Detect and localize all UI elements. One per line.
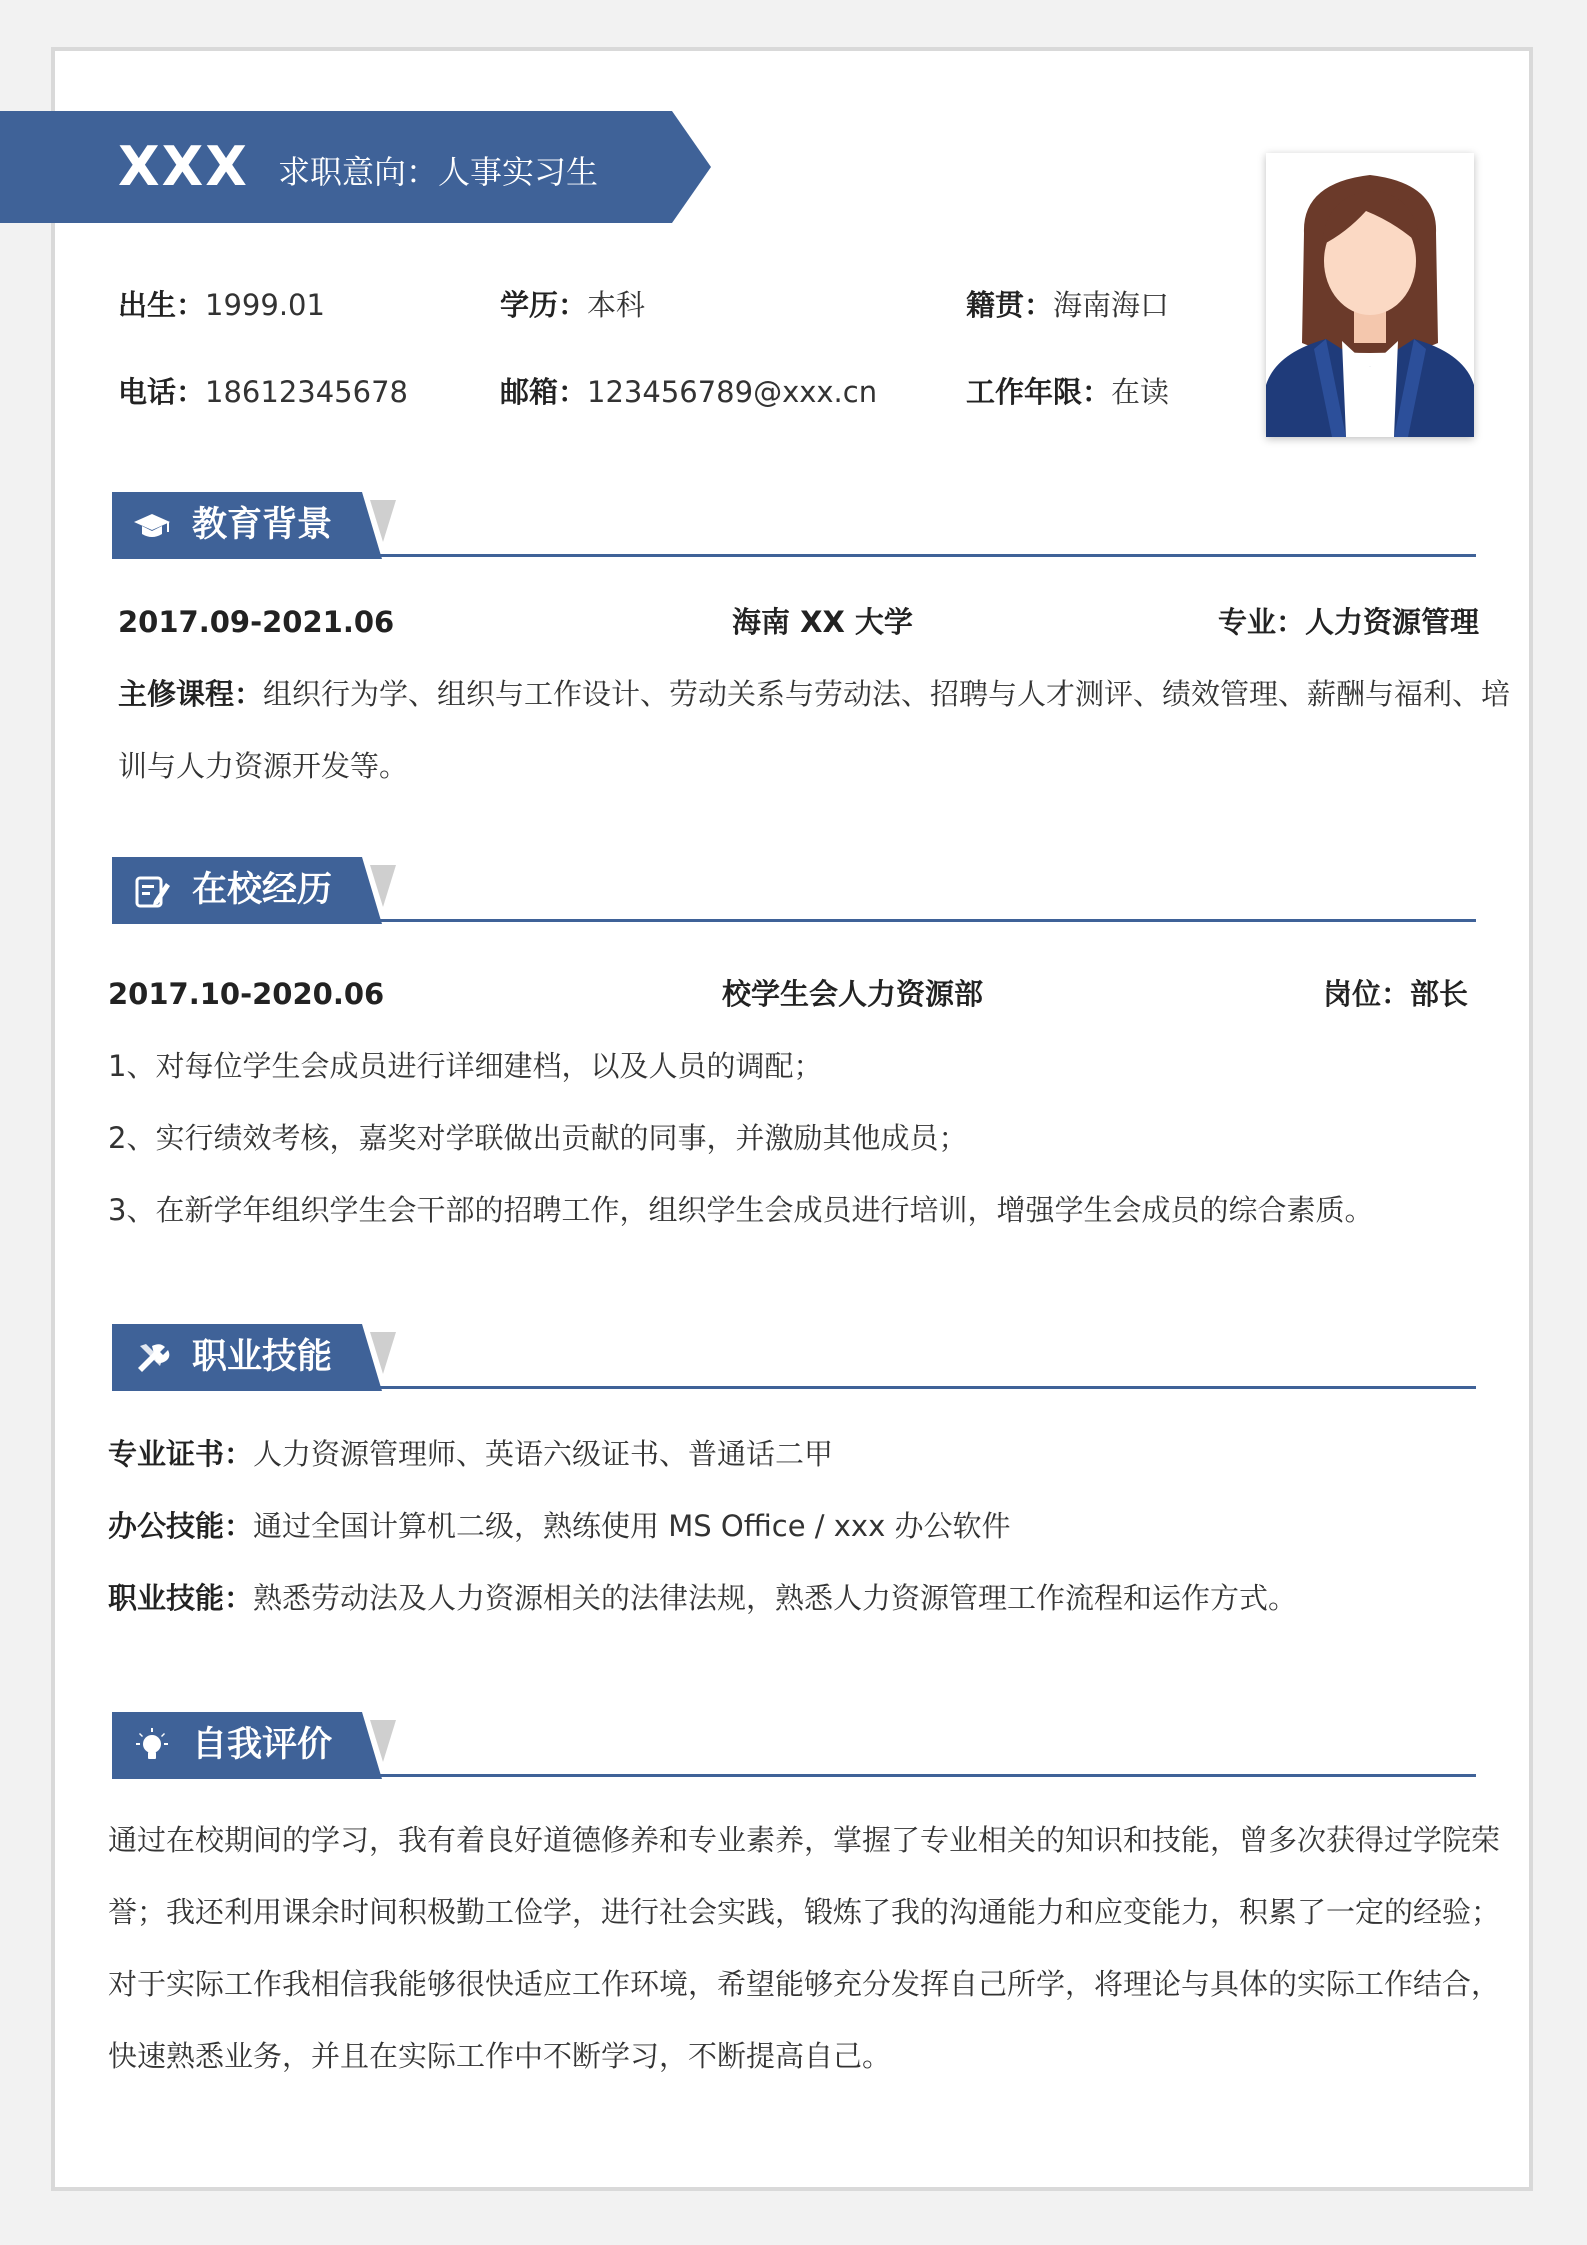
info-years-label: 工作年限：	[966, 375, 1112, 409]
edit-note-icon	[132, 871, 172, 911]
courses-line-2: 训与人力资源开发等。	[118, 749, 409, 783]
skills-pro	[108, 1578, 1297, 1618]
skills-office	[108, 1506, 1010, 1546]
campus-position: 岗位：部长	[1323, 977, 1469, 1011]
lightbulb-icon	[132, 1726, 172, 1766]
self-line-4: 快速熟悉业务，并且在实际工作中不断学习，不断提高自己。	[108, 2039, 892, 2073]
self-line-1: 通过在校期间的学习，我有着良好道德修养和专业素养，掌握了专业相关的知识和技能，曾多次获得过学院荣	[108, 1823, 1501, 1857]
info-education	[500, 285, 645, 325]
campus-org: 校学生会人力资源部	[722, 977, 984, 1011]
education-school: 海南 XX 大学	[732, 605, 913, 639]
job-intent: 求职意向：人事实习生	[278, 153, 599, 191]
courses-label: 主修课程：	[118, 677, 264, 711]
info-phone-value: 18612345678	[205, 375, 408, 409]
skills-pro-label: 职业技能：	[108, 1581, 254, 1615]
info-phone	[118, 372, 408, 412]
section-title-self: 自我评价	[192, 1725, 333, 1765]
info-education-value: 本科	[587, 288, 646, 322]
info-years	[966, 372, 1169, 412]
info-birth-label: 出生：	[118, 288, 206, 322]
campus-item-3: 3、在新学年组织学生会干部的招聘工作，组织学生会成员进行培训，增强学生会成员的综合素质。	[108, 1193, 1374, 1227]
section-title-skills: 职业技能	[192, 1337, 333, 1377]
skills-office-label: 办公技能：	[108, 1509, 254, 1543]
section-title-campus: 在校经历	[192, 870, 333, 910]
campus-item-1: 1、对每位学生会成员进行详细建档，以及人员的调配；	[108, 1049, 823, 1083]
info-email-value: 123456789@xxx.cn	[587, 375, 878, 409]
info-email	[500, 372, 877, 412]
campus-date: 2017.10-2020.06	[108, 977, 385, 1011]
info-education-label: 学历：	[500, 288, 588, 322]
info-phone-label: 电话：	[118, 375, 206, 409]
education-date: 2017.09-2021.06	[118, 605, 395, 639]
profile-photo	[1266, 153, 1474, 437]
courses-line-1: 组织行为学、组织与工作设计、劳动关系与劳动法、招聘与人才测评、绩效管理、薪酬与福利、培	[263, 677, 1511, 711]
info-native-label: 籍贯：	[966, 288, 1054, 322]
info-years-value: 在读	[1111, 375, 1170, 409]
info-birth	[118, 285, 325, 325]
skills-pro-value: 熟悉劳动法及人力资源相关的法律法规，熟悉人力资源管理工作流程和运作方式。	[253, 1581, 1298, 1615]
skills-cert	[108, 1434, 833, 1474]
skills-cert-value: 人力资源管理师、英语六级证书、普通话二甲	[253, 1437, 834, 1471]
education-courses	[118, 674, 1510, 714]
self-line-2: 誉；我还利用课余时间积极勤工俭学，进行社会实践，锻炼了我的沟通能力和应变能力，积累了一定的经验；	[108, 1895, 1501, 1929]
avatar-illustration	[1266, 153, 1474, 437]
info-birth-value: 1999.01	[205, 288, 325, 322]
skills-office-value: 通过全国计算机二级，熟练使用 MS Office / xxx 办公软件	[253, 1509, 1011, 1543]
tools-icon	[132, 1338, 172, 1378]
info-native	[966, 285, 1169, 325]
education-major: 专业：人力资源管理	[1218, 605, 1480, 639]
graduation-cap-icon	[132, 506, 172, 546]
info-email-label: 邮箱：	[500, 375, 588, 409]
skills-cert-label: 专业证书：	[108, 1437, 254, 1471]
campus-item-2: 2、实行绩效考核，嘉奖对学联做出贡献的同事，并激励其他成员；	[108, 1121, 968, 1155]
section-title-education: 教育背景	[192, 505, 333, 545]
self-line-3: 对于实际工作我相信我能够很快适应工作环境，希望能够充分发挥自己所学，将理论与具体的实际工作结合，	[108, 1967, 1501, 2001]
info-native-value: 海南海口	[1053, 288, 1170, 322]
candidate-name: XXX	[118, 135, 249, 198]
